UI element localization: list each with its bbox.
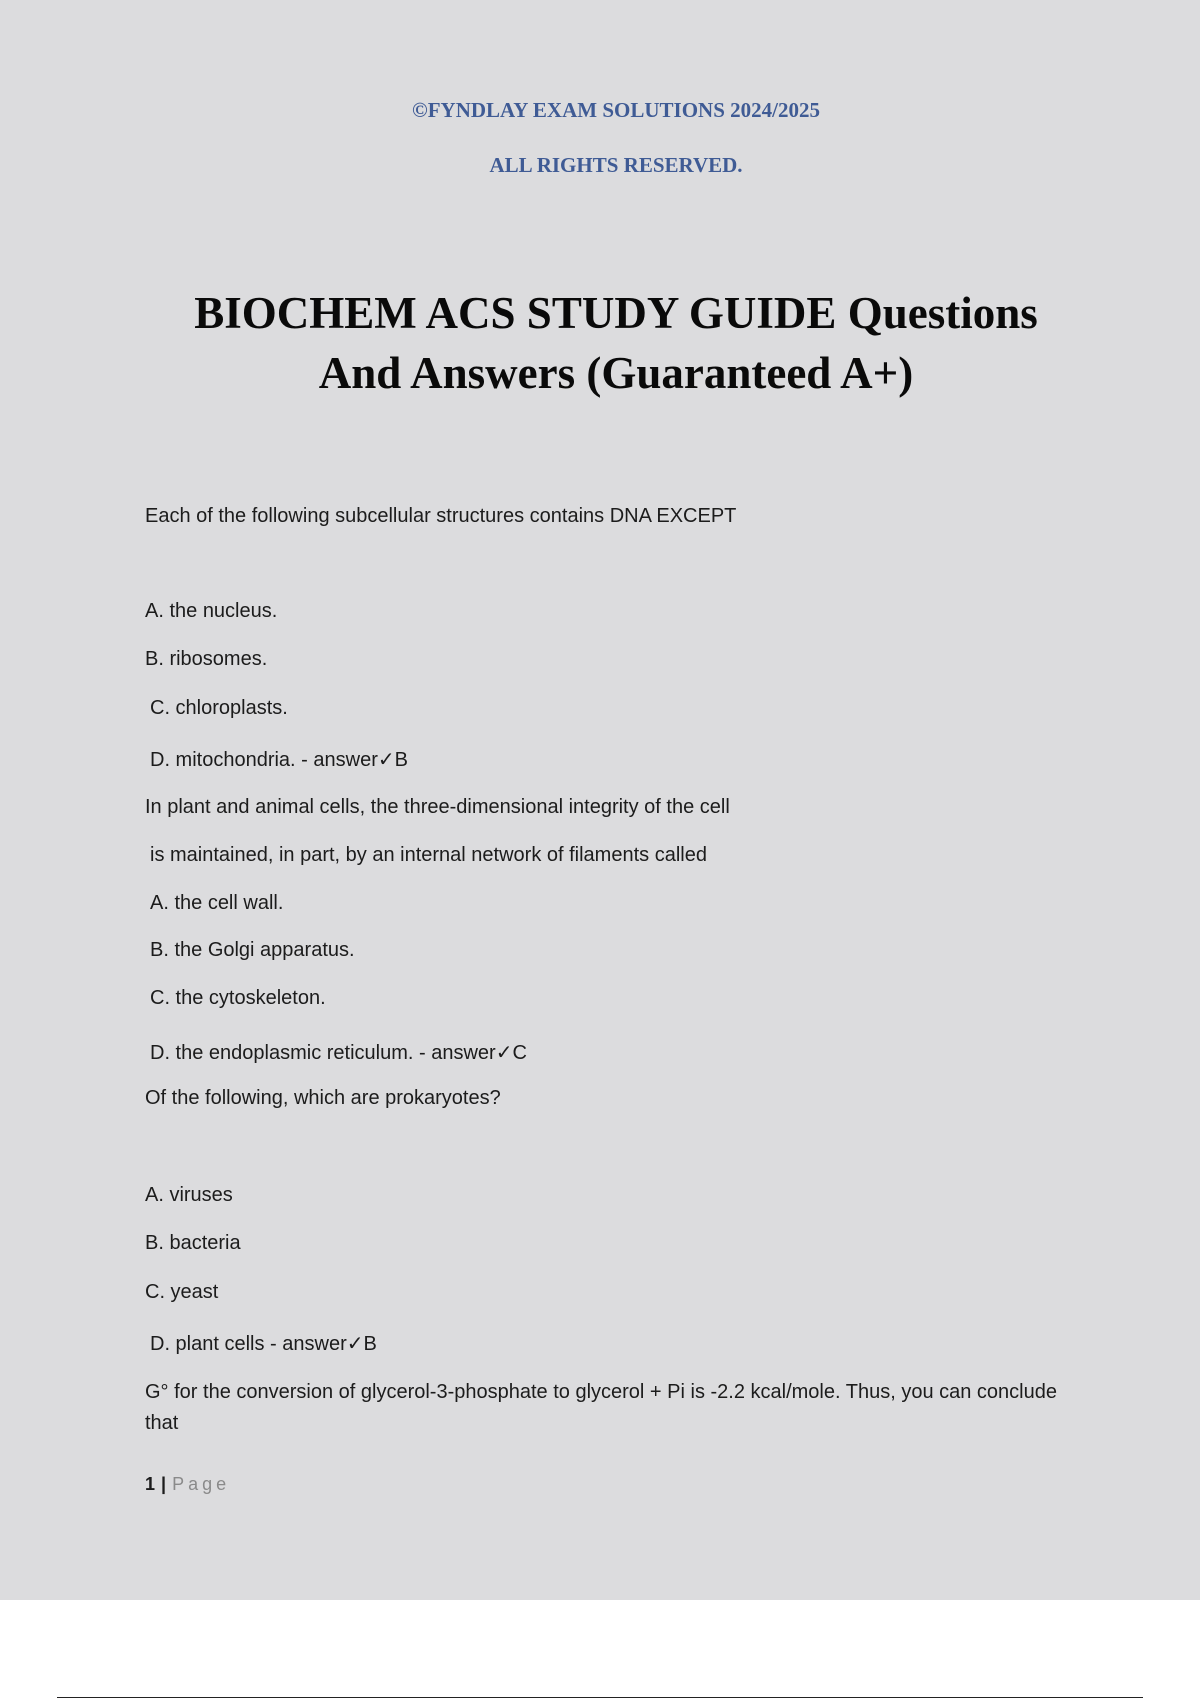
question-2-stem-line-2: is maintained, in part, by an internal network of filaments called xyxy=(150,844,707,866)
question-1-option-a: A. the nucleus. xyxy=(145,600,278,622)
question-4-stem: G° for the conversion of glycerol-3-phosphate to glycerol + Pi is -2.2 kcal/mole. Thus, you can conclude that xyxy=(145,1381,1057,1434)
question-2-stem-line-1: In plant and animal cells, the three-dimensional integrity of the cell xyxy=(145,796,730,818)
question-2-option-b: B. the Golgi apparatus. xyxy=(150,939,355,961)
question-2-option-d-answer: D. the endoplasmic reticulum. - answer✓C xyxy=(150,1042,527,1064)
question-2-option-a: A. the cell wall. xyxy=(150,892,284,914)
question-1-option-b: B. ribosomes. xyxy=(145,648,268,670)
question-2-option-c: C. the cytoskeleton. xyxy=(150,987,326,1009)
question-3-stem: Of the following, which are prokaryotes? xyxy=(145,1087,501,1109)
question-3-option-c: C. yeast xyxy=(145,1281,219,1303)
page-footer xyxy=(145,1474,230,1495)
page-number: 1 xyxy=(145,1474,156,1494)
document-title-line-2: And Answers (Guaranteed A+) xyxy=(318,348,914,398)
copyright-notice: ©FYNDLAY EXAM SOLUTIONS 2024/2025 xyxy=(412,98,820,122)
question-3-option-b: B. bacteria xyxy=(145,1232,241,1254)
rights-reserved-notice: ALL RIGHTS RESERVED. xyxy=(489,153,743,177)
question-1-option-d-answer: D. mitochondria. - answer✓B xyxy=(150,749,408,771)
page-label: Page xyxy=(172,1474,231,1494)
document-title-line-1: BIOCHEM ACS STUDY GUIDE Questions xyxy=(194,288,1038,338)
question-1-option-c: C. chloroplasts. xyxy=(150,697,288,719)
footer-separator: | xyxy=(161,1474,167,1494)
next-page-rule xyxy=(57,1697,1143,1698)
question-3-option-d-answer: D. plant cells - answer✓B xyxy=(150,1333,377,1355)
question-1-stem: Each of the following subcellular structures contains DNA EXCEPT xyxy=(145,505,737,527)
question-3-option-a: A. viruses xyxy=(145,1184,233,1206)
